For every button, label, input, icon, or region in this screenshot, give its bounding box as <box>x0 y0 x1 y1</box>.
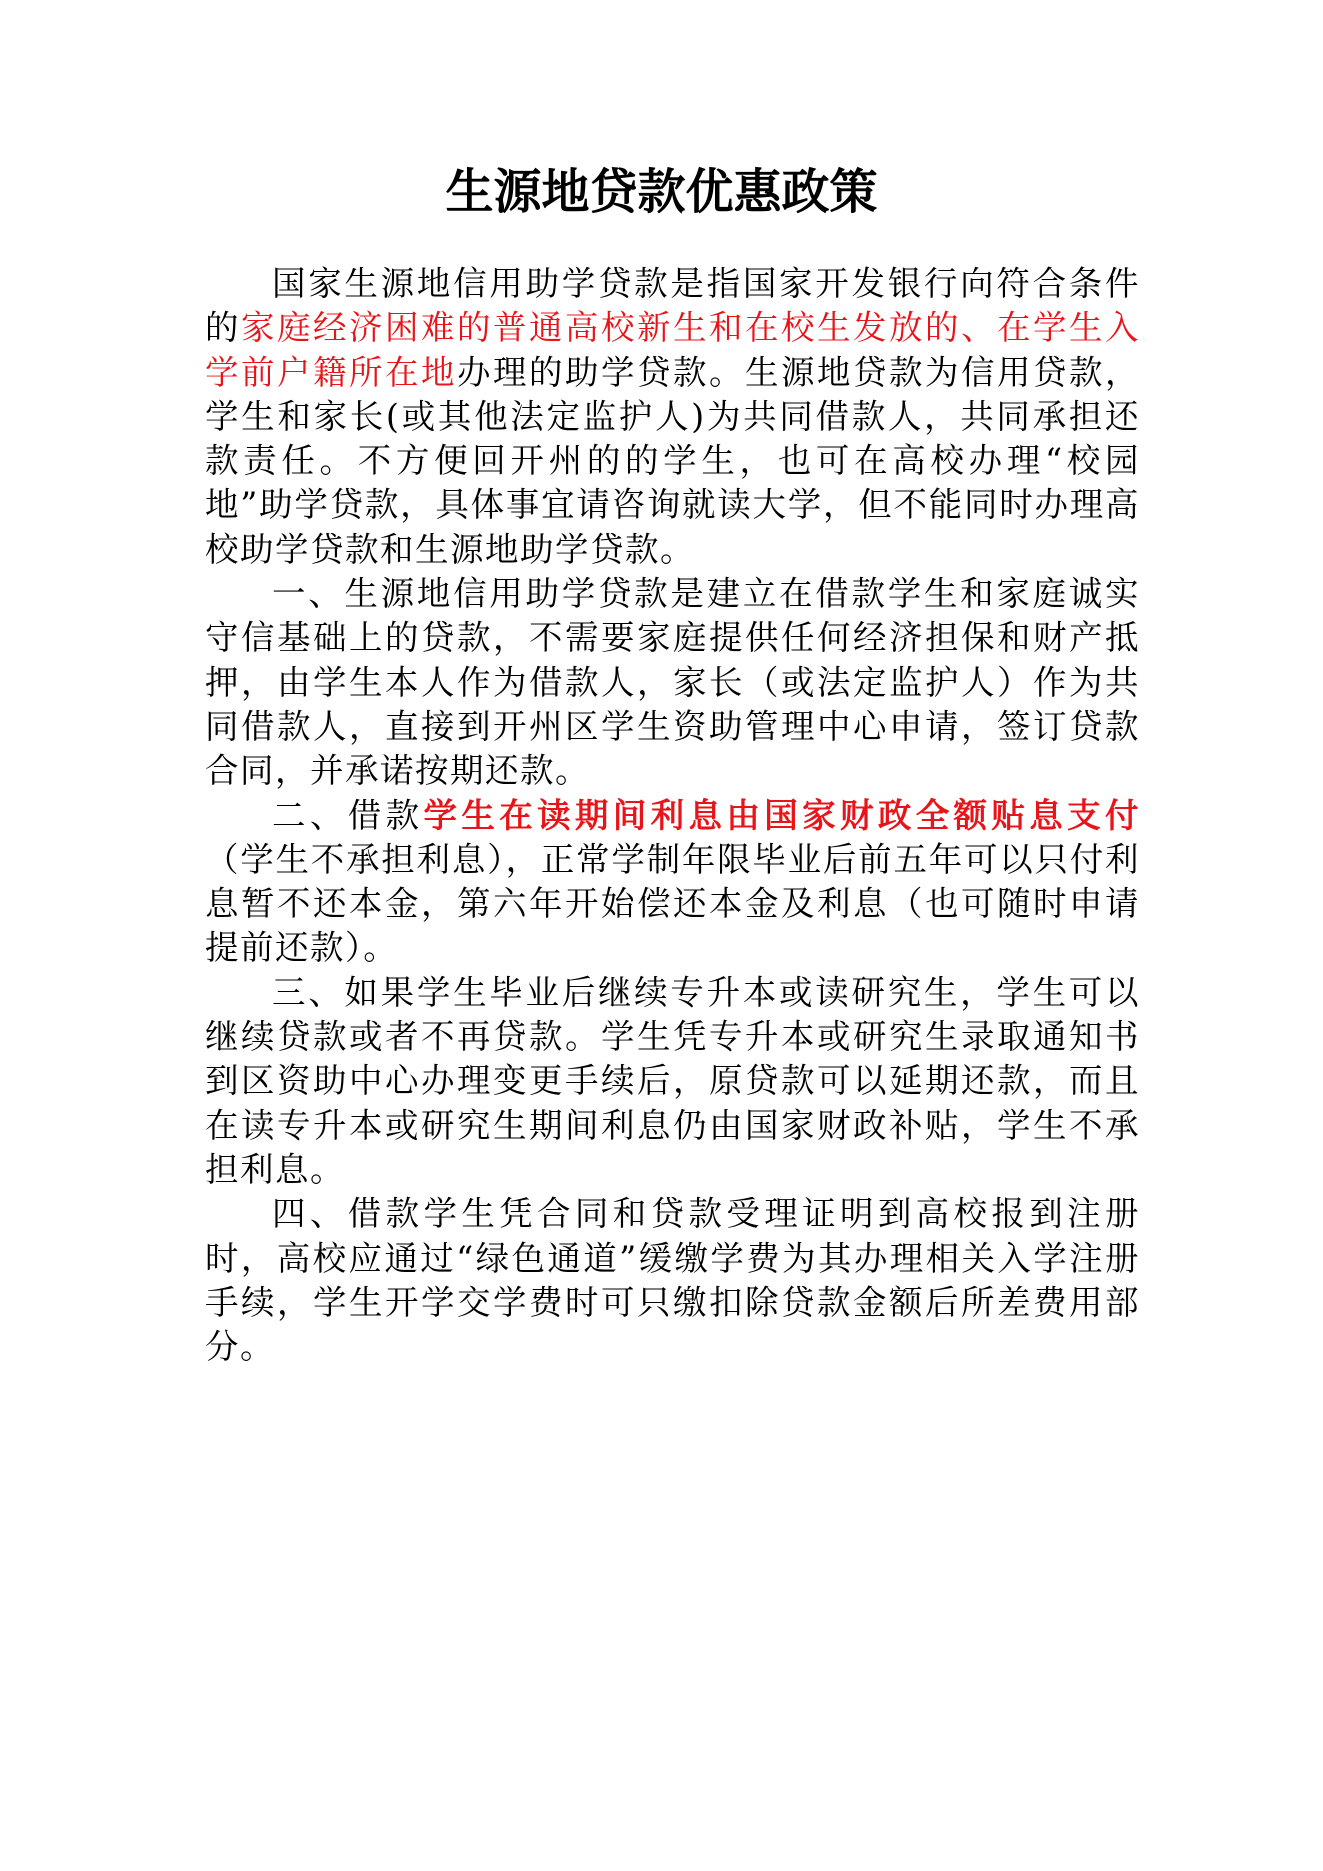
paragraph-text: 三、如果学生毕业后继续专升本或读研究生，学生可以继续贷款或者不再贷款。学生凭专升本或研究生录取通知书到区资助中心办理变更手续后，原贷款可以延期还款，而且在读专升本或研究生期间利息仍由国家财政补贴，学生不承担利息。 <box>205 972 1140 1189</box>
paragraph-item-1 <box>205 572 1140 793</box>
paragraph-item-4 <box>205 1192 1140 1369</box>
paragraph-intro <box>205 262 1140 572</box>
paragraph-text: 四、借款学生凭合同和贷款受理证明到高校报到注册时，高校应通过“绿色通道”缓缴学费为其办理相关入学注册手续，学生开学交学费时可只缴扣除贷款金额后所差费用部分。 <box>205 1194 1140 1367</box>
document-body <box>205 262 1140 1369</box>
paragraph-item-2 <box>205 794 1140 971</box>
highlighted-bold-text: 学生在读期间利息由国家财政全额贴息支付 <box>423 795 1141 835</box>
paragraph-text: 一、生源地信用助学贷款是建立在借款学生和家庭诚实守信基础上的贷款，不需要家庭提供任何经济担保和财产抵押，由学生本人作为借款人，家长（或法定监护人）作为共同借款人，直接到开州区学生资助管理中心申请，签订贷款合同，并承诺按期还款。 <box>205 574 1140 791</box>
page-title: 生源地贷款优惠政策 <box>445 164 878 220</box>
paragraph-text: 二、借款 <box>272 795 424 835</box>
paragraph-item-3 <box>205 971 1140 1192</box>
highlighted-text: 家庭经济困难的普通高校新生和在校生发放的、在学生入学前户籍所在地 <box>205 308 1140 392</box>
paragraph-text: 国家生源地信用助学贷款是指国家开发银行向符合条件的 <box>205 264 1140 348</box>
paragraph-text: （学生不承担利息），正常学制年限毕业后前五年可以只付利息暂不还本金，第六年开始偿还本金及利息（也可随时申请提前还款）。 <box>205 839 1140 968</box>
paragraph-text: 办理的助学贷款。生源地贷款为信用贷款，学生和家长(或其他法定监护人)为共同借款人，共同承担还款责任。不方便回开州的的学生，也可在高校办理“校园地”助学贷款，具体事宜请咨询就读大学，但不能同时办理高校助学贷款和生源地助学贷款。 <box>205 352 1140 569</box>
